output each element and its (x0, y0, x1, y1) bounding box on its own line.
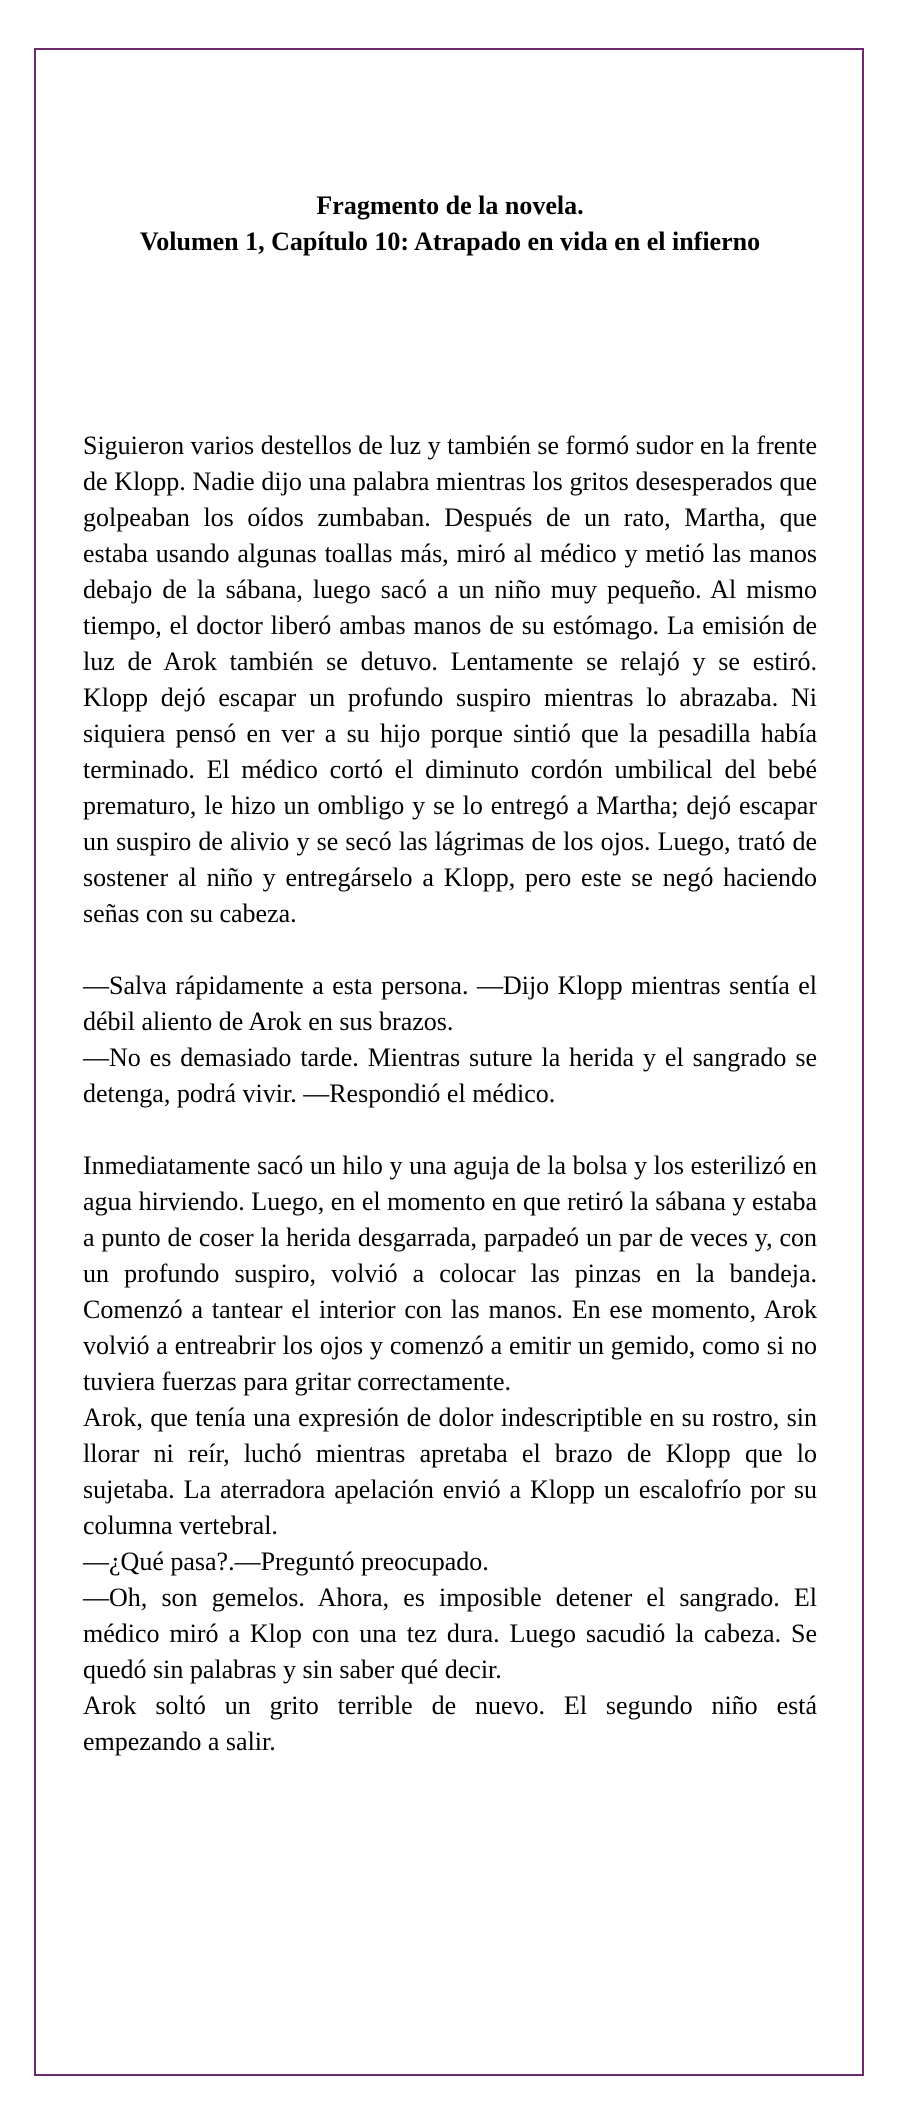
paragraph: Arok, que tenía una expresión de dolor indescriptible en su rostro, sin llorar ni reír, luchó mientras apretaba el brazo de Klopp que lo sujetaba. La aterradora apelación envió a Klopp un escalofrío por su columna vertebral. (83, 1403, 817, 1540)
paragraph: Arok soltó un grito terrible de nuevo. El segundo niño está empezando a salir. (83, 1691, 817, 1756)
paragraph: Siguieron varios destellos de luz y también se formó sudor en la frente de Klopp. Nadie dijo una palabra mientras los gritos desesperados que golpeaban los oídos zumbaban. Después de un rato, Martha, que estaba usando algunas toallas más, miró al médico y metió las manos debajo de la sábana, luego sacó a un niño muy pequeño. Al mismo tiempo, el doctor liberó ambas manos de su estómago. La emisión de luz de Arok también se detuvo. Lentamente se relajó y se estiró. Klopp dejó escapar un profundo suspiro mientras lo abrazaba. Ni siquiera pensó en ver a su hijo porque sintió que la pesadilla había terminado. El médico cortó el diminuto cordón umbilical del bebé prematuro, le hizo un ombligo y se lo entregó a Martha; dejó escapar un suspiro de alivio y se secó las lágrimas de los ojos. Luego, trató de sostener al niño y entregárselo a Klopp, pero este se negó haciendo señas con su cabeza. (83, 431, 817, 928)
paragraph: —¿Qué pasa?.—Preguntó preocupado. (83, 1547, 489, 1576)
paragraph: Inmediatamente sacó un hilo y una aguja de la bolsa y los esterilizó en agua hirviendo. Luego, en el momento en que retiró la sábana y estaba a punto de coser la herida desgarrada, parpadeó un par de veces y, con un profundo suspiro, volvió a colocar las pinzas en la bandeja. Comenzó a tantear el interior con las manos. En ese momento, Arok volvió a entreabrir los ojos y comenzó a emitir un gemido, como si no tuviera fuerzas para gritar correctamente. (83, 1151, 817, 1396)
title-line-1: Fragmento de la novela. (316, 191, 584, 220)
chapter-title (0, 188, 900, 260)
paragraph: —No es demasiado tarde. Mientras suture la herida y el sangrado se detenga, podrá vivir. —Respondió el médico. (83, 1043, 817, 1108)
paragraph: —Salva rápidamente a esta persona. —Dijo Klopp mientras sentía el débil aliento de Arok en sus brazos. (83, 971, 817, 1036)
chapter-body (83, 428, 817, 1760)
paragraph: —Oh, son gemelos. Ahora, es imposible detener el sangrado. El médico miró a Klop con una tez dura. Luego sacudió la cabeza. Se quedó sin palabras y sin saber qué decir. (83, 1583, 817, 1684)
title-line-2: Volumen 1, Capítulo 10: Atrapado en vida en el infierno (139, 227, 761, 256)
